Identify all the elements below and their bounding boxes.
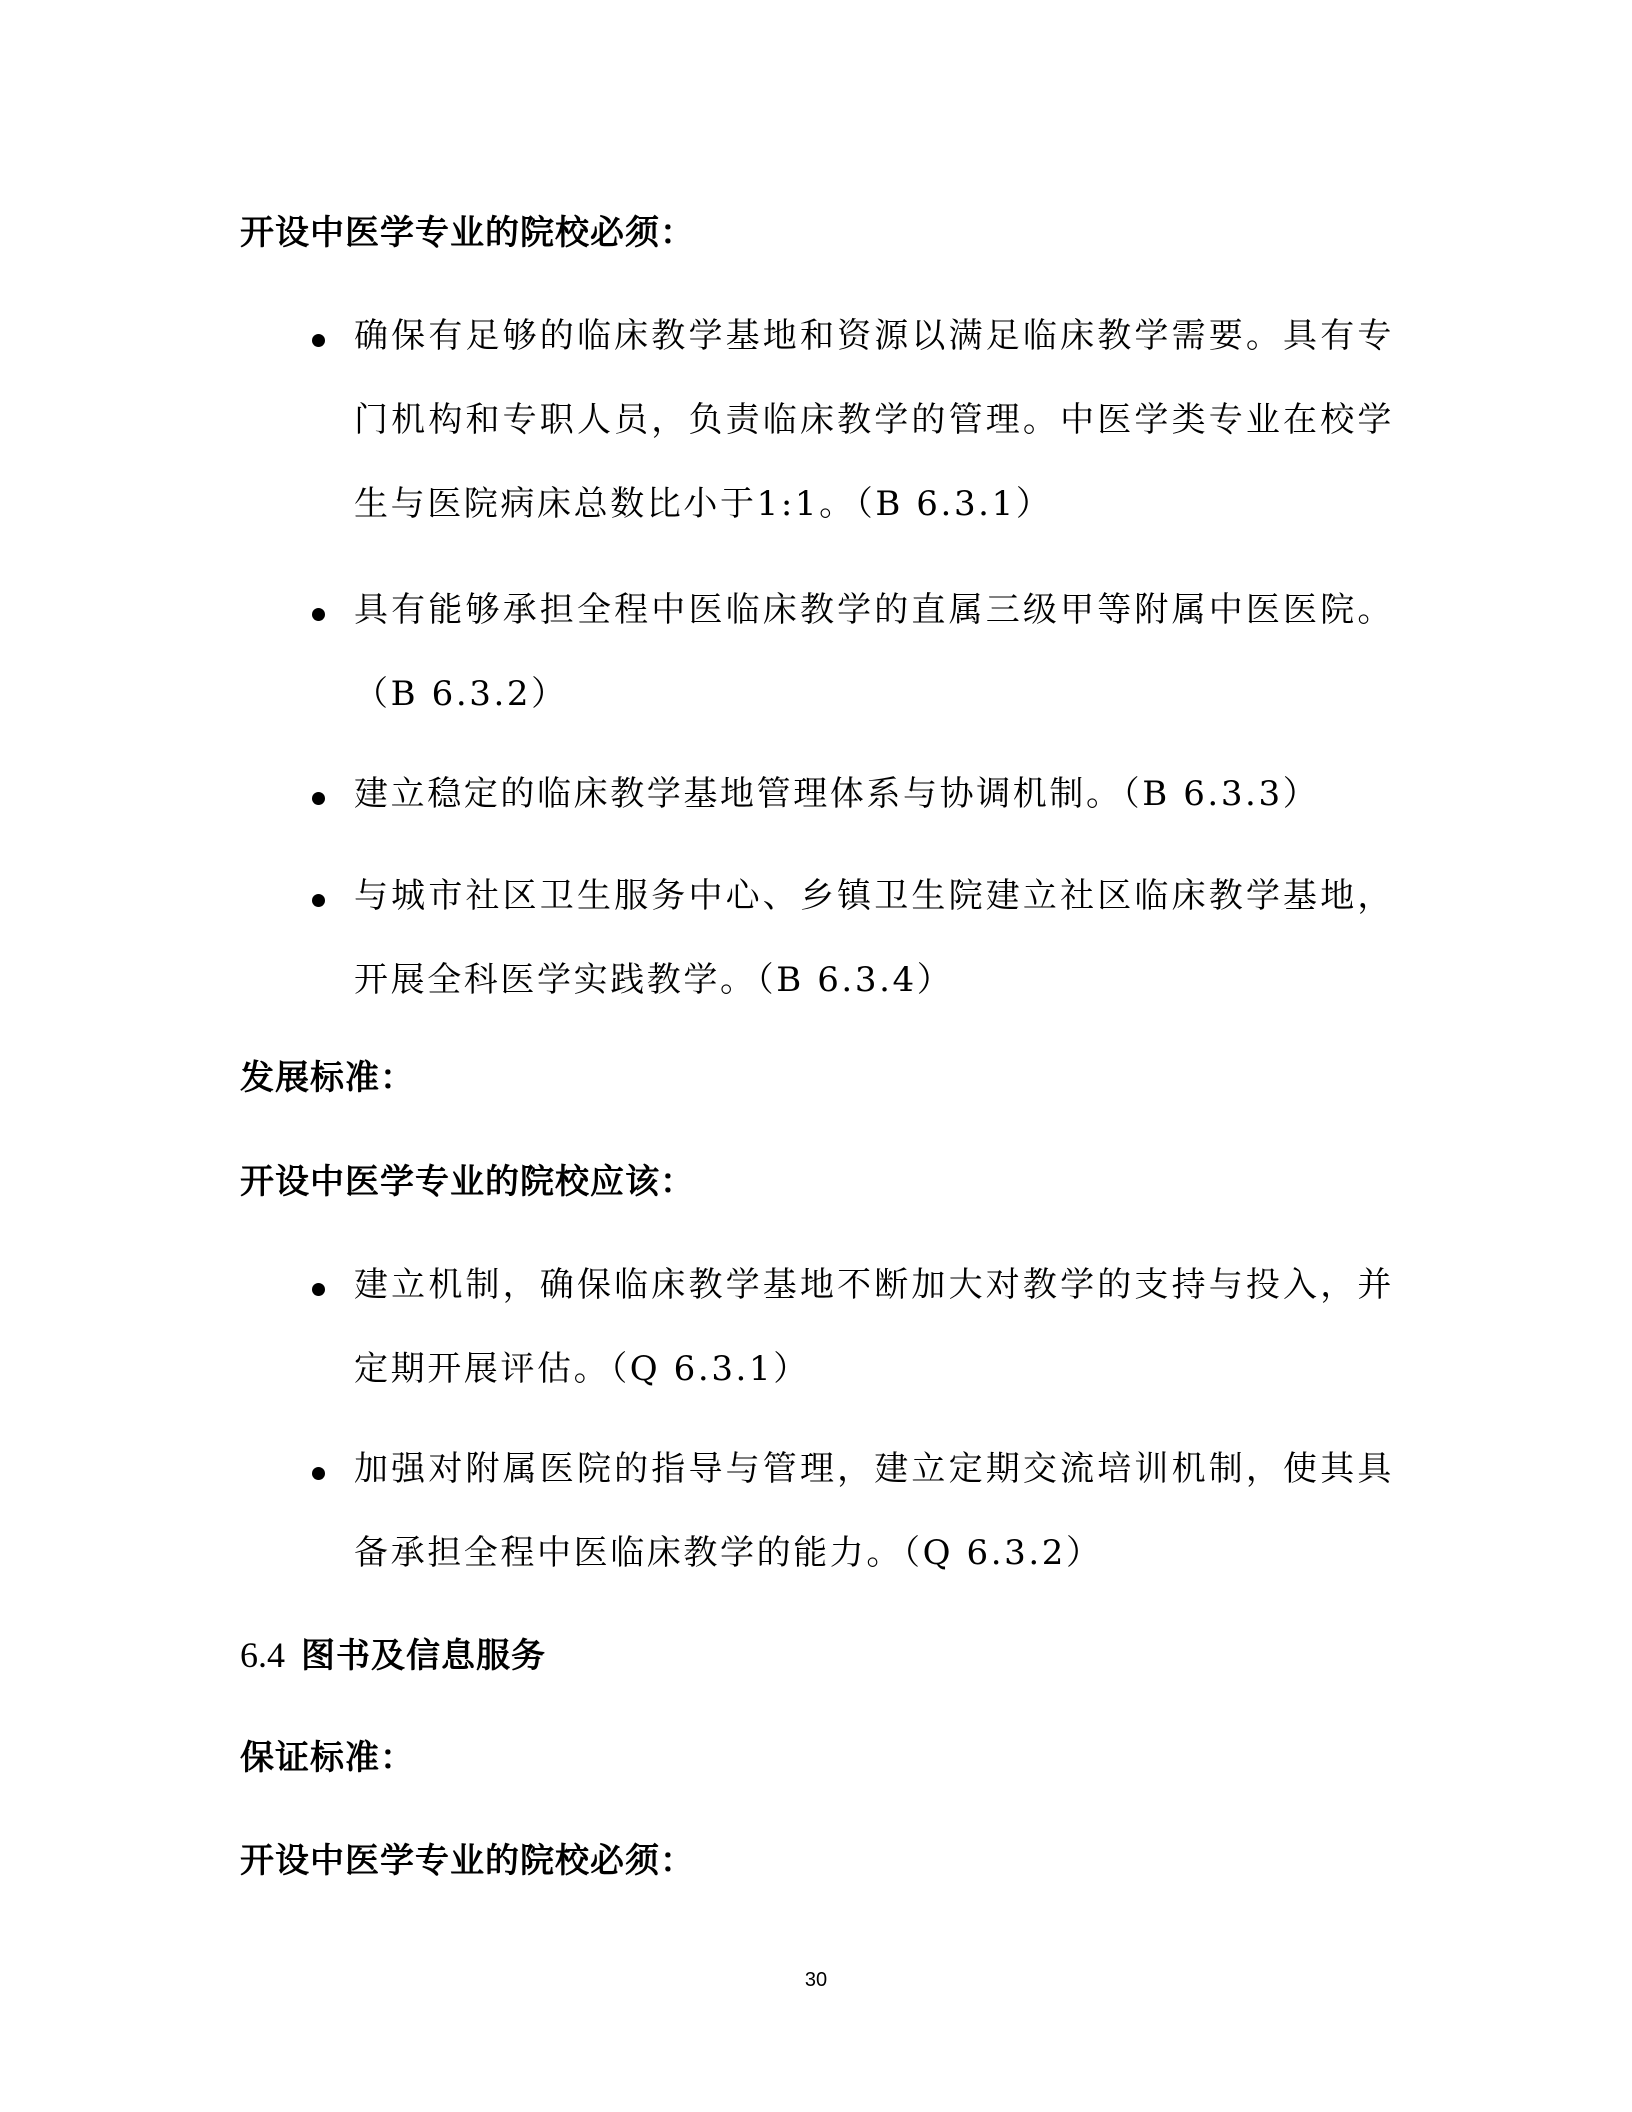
bullet-text: 建立稳定的临床教学基地管理体系与协调机制。（B 6.3.3） — [354, 774, 1320, 814]
bullet-dot — [312, 894, 325, 907]
bullet-dot — [312, 608, 325, 621]
section-title: 图书及信息服务 — [301, 1636, 546, 1676]
heading-must: 开设中医学专业的院校必须： — [240, 213, 695, 253]
heading-should: 开设中医学专业的院校应该： — [240, 1162, 695, 1202]
bullet-text: 加强对附属医院的指导与管理，建立定期交流培训机制，使其具备承担全程中医临床教学的能力。（Q 6.3.2） — [354, 1449, 1394, 1573]
heading-guarantee-standard: 保证标准： — [240, 1738, 415, 1778]
bullet-text: 具有能够承担全程中医临床教学的直属三级甲等附属中医医院。（B 6.3.2） — [354, 590, 1394, 714]
bullet-dot — [312, 1283, 325, 1296]
heading-must: 开设中医学专业的院校必须： — [240, 1841, 695, 1881]
page-number: 30 — [804, 1969, 828, 1991]
heading-development-standard: 发展标准： — [240, 1058, 415, 1098]
bullet-text: 与城市社区卫生服务中心、乡镇卫生院建立社区临床教学基地，开展全科医学实践教学。（B 6.3.4） — [354, 876, 1394, 1000]
bullet-dot — [312, 792, 325, 805]
section-heading — [240, 1635, 546, 1676]
bullet-text: 建立机制，确保临床教学基地不断加大对教学的支持与投入，并定期开展评估。（Q 6.3.1） — [354, 1265, 1394, 1389]
bullet-text: 确保有足够的临床教学基地和资源以满足临床教学需要。具有专门机构和专职人员，负责临床教学的管理。中医学类专业在校学生与医院病床总数比小于1:1。（B 6.3.1） — [354, 316, 1394, 524]
bullet-dot — [312, 1467, 325, 1480]
section-number: 6.4 — [240, 1635, 285, 1675]
bullet-dot — [312, 334, 325, 347]
